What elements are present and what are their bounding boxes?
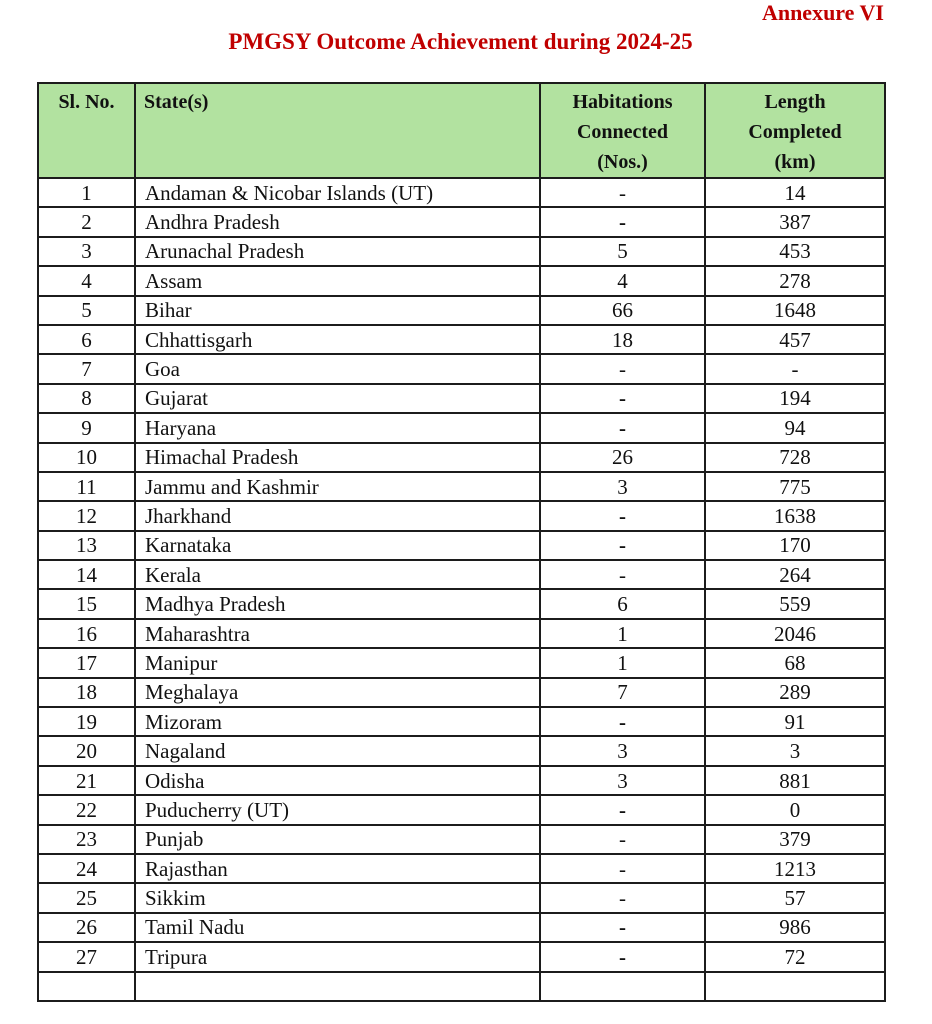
cell-length: 775 [705, 472, 885, 501]
cell-sl: 18 [38, 678, 135, 707]
cell-state: Nagaland [135, 736, 540, 765]
cell-state: Assam [135, 266, 540, 295]
cell-habitations: 4 [540, 266, 705, 295]
cell-sl: 24 [38, 854, 135, 883]
cell-sl: 14 [38, 560, 135, 589]
table-row [38, 384, 885, 413]
cell-length: 559 [705, 589, 885, 618]
cell-state: Andaman & Nicobar Islands (UT) [135, 178, 540, 207]
table-row-partial [38, 972, 885, 1001]
column-header-sl: Sl. No. [38, 83, 135, 178]
cell-length: 264 [705, 560, 885, 589]
cell-state: Gujarat [135, 384, 540, 413]
cell-state: Karnataka [135, 531, 540, 560]
cell-length: 57 [705, 883, 885, 912]
annexure-label: Annexure VI [761, 0, 884, 25]
cell-sl: 13 [38, 531, 135, 560]
table-row [38, 354, 885, 383]
column-header-habitations: Habitations Connected (Nos.) [540, 83, 705, 178]
cell-state: Puducherry (UT) [135, 795, 540, 824]
table-row [38, 942, 885, 971]
cell-habitations: 1 [540, 648, 705, 677]
cell-sl: 15 [38, 589, 135, 618]
table-row [38, 413, 885, 442]
table-row [38, 648, 885, 677]
cell-state: Tamil Nadu [135, 913, 540, 942]
column-header-length: Length Completed (km) [705, 83, 885, 178]
cell-state: Rajasthan [135, 854, 540, 883]
cell-habitations: - [540, 501, 705, 530]
cell-length: 881 [705, 766, 885, 795]
table-row [38, 560, 885, 589]
cell-habitations: - [540, 354, 705, 383]
table-row [38, 795, 885, 824]
cell-length [705, 972, 885, 1001]
cell-length: 68 [705, 648, 885, 677]
cell-length: 0 [705, 795, 885, 824]
cell-state: Jharkhand [135, 501, 540, 530]
table-header [38, 83, 885, 178]
cell-habitations: 66 [540, 296, 705, 325]
cell-habitations: - [540, 560, 705, 589]
cell-length: 1638 [705, 501, 885, 530]
table-row [38, 589, 885, 618]
cell-sl: 4 [38, 266, 135, 295]
cell-length: 278 [705, 266, 885, 295]
table-row [38, 707, 885, 736]
table-row [38, 207, 885, 236]
cell-sl: 19 [38, 707, 135, 736]
cell-length: 986 [705, 913, 885, 942]
cell-state: Bihar [135, 296, 540, 325]
cell-habitations: - [540, 178, 705, 207]
cell-habitations: - [540, 207, 705, 236]
cell-sl: 26 [38, 913, 135, 942]
cell-state: Jammu and Kashmir [135, 472, 540, 501]
cell-length: 387 [705, 207, 885, 236]
table-row [38, 736, 885, 765]
cell-state: Andhra Pradesh [135, 207, 540, 236]
cell-habitations: - [540, 883, 705, 912]
table-row [38, 443, 885, 472]
table-row [38, 325, 885, 354]
cell-sl: 6 [38, 325, 135, 354]
cell-state: Punjab [135, 825, 540, 854]
table-row [38, 237, 885, 266]
cell-habitations: - [540, 384, 705, 413]
cell-habitations: - [540, 854, 705, 883]
cell-state: Odisha [135, 766, 540, 795]
cell-sl: 7 [38, 354, 135, 383]
page-title: PMGSY Outcome Achievement during 2024-25 [228, 29, 693, 54]
cell-length: 3 [705, 736, 885, 765]
table-row [38, 178, 885, 207]
cell-state: Manipur [135, 648, 540, 677]
cell-state [135, 972, 540, 1001]
cell-state: Meghalaya [135, 678, 540, 707]
cell-habitations [540, 972, 705, 1001]
table-row [38, 531, 885, 560]
cell-length: 72 [705, 942, 885, 971]
cell-habitations: 6 [540, 589, 705, 618]
table-row [38, 825, 885, 854]
cell-sl: 3 [38, 237, 135, 266]
cell-state: Kerala [135, 560, 540, 589]
cell-length: 94 [705, 413, 885, 442]
column-header-state: State(s) [135, 83, 540, 178]
table-row [38, 501, 885, 530]
cell-state: Maharashtra [135, 619, 540, 648]
pmgsy-outcome-table [37, 82, 886, 1002]
table-row [38, 678, 885, 707]
cell-sl [38, 972, 135, 1001]
cell-habitations: 7 [540, 678, 705, 707]
cell-habitations: 5 [540, 237, 705, 266]
table-body [38, 178, 885, 1001]
table-header-row [38, 83, 885, 178]
cell-state: Sikkim [135, 883, 540, 912]
cell-sl: 8 [38, 384, 135, 413]
cell-length: 379 [705, 825, 885, 854]
cell-state: Arunachal Pradesh [135, 237, 540, 266]
cell-sl: 22 [38, 795, 135, 824]
cell-state: Haryana [135, 413, 540, 442]
cell-length: 453 [705, 237, 885, 266]
cell-habitations: - [540, 825, 705, 854]
cell-sl: 20 [38, 736, 135, 765]
cell-sl: 17 [38, 648, 135, 677]
cell-length: 170 [705, 531, 885, 560]
table-row [38, 854, 885, 883]
cell-state: Mizoram [135, 707, 540, 736]
cell-habitations: 26 [540, 443, 705, 472]
cell-sl: 10 [38, 443, 135, 472]
cell-sl: 16 [38, 619, 135, 648]
cell-sl: 5 [38, 296, 135, 325]
cell-habitations: 18 [540, 325, 705, 354]
cell-habitations: - [540, 413, 705, 442]
cell-habitations: - [540, 531, 705, 560]
cell-habitations: - [540, 707, 705, 736]
cell-length: 1648 [705, 296, 885, 325]
cell-sl: 23 [38, 825, 135, 854]
cell-state: Goa [135, 354, 540, 383]
table-row [38, 766, 885, 795]
cell-sl: 1 [38, 178, 135, 207]
table-row [38, 883, 885, 912]
cell-length: 91 [705, 707, 885, 736]
cell-state: Chhattisgarh [135, 325, 540, 354]
table-row [38, 296, 885, 325]
cell-state: Himachal Pradesh [135, 443, 540, 472]
cell-habitations: 3 [540, 736, 705, 765]
cell-length: 457 [705, 325, 885, 354]
table-row [38, 266, 885, 295]
cell-sl: 25 [38, 883, 135, 912]
cell-sl: 12 [38, 501, 135, 530]
cell-sl: 21 [38, 766, 135, 795]
cell-habitations: - [540, 913, 705, 942]
cell-length: 14 [705, 178, 885, 207]
cell-length: 194 [705, 384, 885, 413]
cell-length: 1213 [705, 854, 885, 883]
cell-state: Tripura [135, 942, 540, 971]
cell-length: 289 [705, 678, 885, 707]
cell-length: - [705, 354, 885, 383]
cell-habitations: 1 [540, 619, 705, 648]
table-row [38, 472, 885, 501]
cell-habitations: 3 [540, 472, 705, 501]
table-row [38, 913, 885, 942]
cell-state: Madhya Pradesh [135, 589, 540, 618]
cell-length: 2046 [705, 619, 885, 648]
cell-length: 728 [705, 443, 885, 472]
cell-sl: 2 [38, 207, 135, 236]
table-row [38, 619, 885, 648]
cell-habitations: 3 [540, 766, 705, 795]
cell-sl: 9 [38, 413, 135, 442]
cell-habitations: - [540, 795, 705, 824]
cell-sl: 27 [38, 942, 135, 971]
cell-habitations: - [540, 942, 705, 971]
cell-sl: 11 [38, 472, 135, 501]
